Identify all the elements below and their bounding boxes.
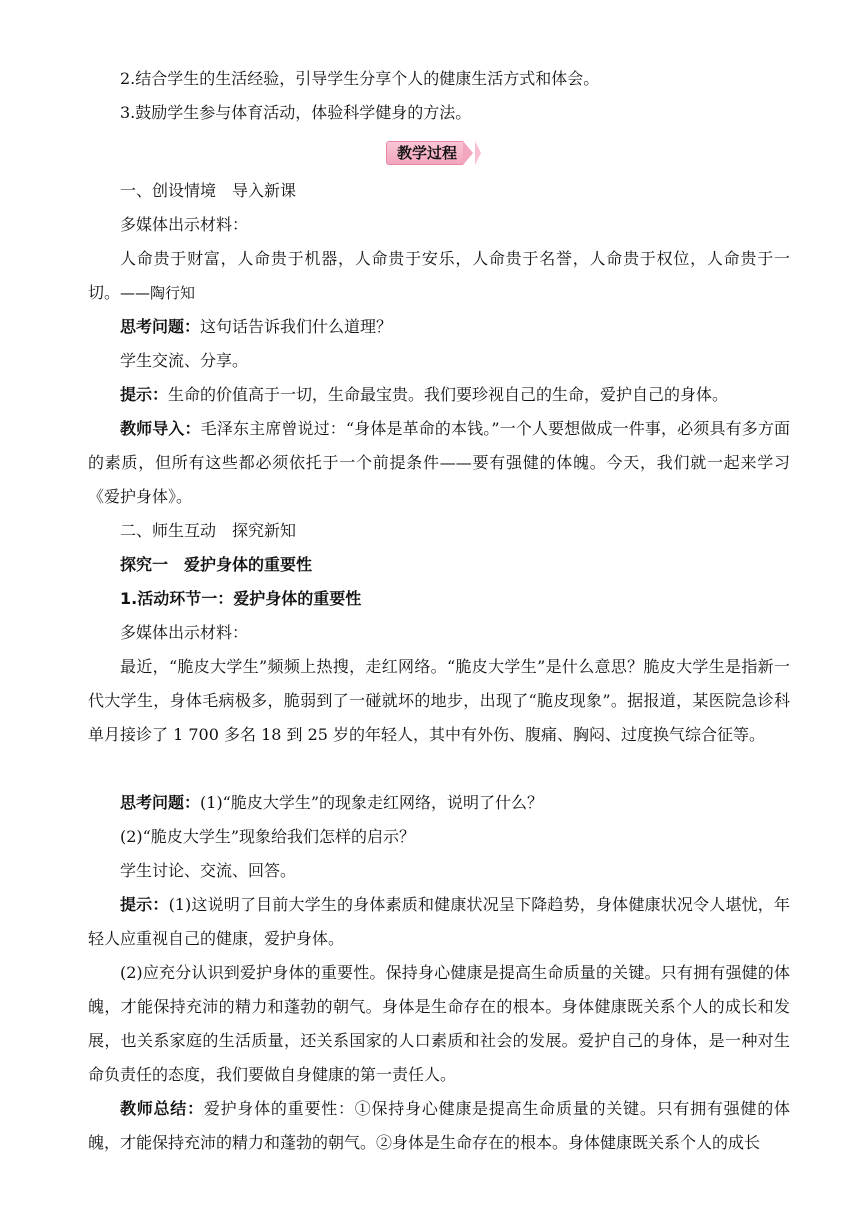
explore1-title: 探究一 爱护身体的重要性 xyxy=(120,555,313,574)
think-q1: (1)“脆皮大学生”的现象走红网络，说明了什么？ xyxy=(200,793,544,812)
hint-label: 提示： xyxy=(120,895,169,914)
part1-heading: 一、创设情境 导入新课 xyxy=(120,181,297,200)
part2-hint-2: (2)应充分认识到爱护身体的重要性。保持身心健康是提高生命质量的关键。只有拥有强健的体魄，才能保持充沛的精力和蓬勃的朝气。身体是生命存在的根本。身体健康既关系个人的成长和发展，也关系家庭的生活质量，还关系国家的人口素质和社会的发展。爱护自己的身体，是一种对生命负责任的态度，我们要做自身健康的第一责任人。 xyxy=(88,963,790,1084)
part2-media-label: 多媒体出示材料： xyxy=(120,623,249,642)
summary-text: 爱护身体的重要性：①保持身心健康是提高生命质量的关键。只有拥有强健的体魄，才能保持充沛的精力和蓬勃的朝气。②身体是生命存在的根本。身体健康既关系个人的成长 xyxy=(88,1099,790,1152)
part2-material: 最近，“脆皮大学生”频频上热搜，走红网络。“脆皮大学生”是什么意思？脆皮大学生是指新一代大学生，身体毛病极多，脆弱到了一碰就坏的地步，出现了“脆皮现象”。据报道，某医院急诊科单月接诊了 1 700 多名 18 到 25 岁的年轻人，其中有外伤、腹痛、胸闷、过度换气综合征等。 xyxy=(88,657,790,744)
activity1-title: 1.活动环节一：爱护身体的重要性 xyxy=(120,589,362,608)
section-badge xyxy=(386,140,481,166)
hint-label: 提示： xyxy=(120,385,169,404)
goal-2: 2.结合学生的生活经验，引导学生分享个人的健康生活方式和体会。 xyxy=(120,69,600,88)
part1-media-label: 多媒体出示材料： xyxy=(120,215,249,234)
part1-student: 学生交流、分享。 xyxy=(120,351,249,370)
badge-arrow-icon xyxy=(475,141,481,165)
part2-think-q1 xyxy=(88,786,790,820)
teacher-label: 教师导入： xyxy=(120,419,201,438)
section-badge-label: 教学过程 xyxy=(386,141,463,165)
teacher-text: 毛泽东主席曾说过：“身体是革命的本钱。”一个人要想做成一件事，必须具有多方面的素质，但所有这些都必须依托于一个前提条件——要有强健的体魄。今天，我们就一起来学习《爱护身体》。 xyxy=(88,419,790,506)
hint-1-text: (1)这说明了目前大学生的身体素质和健康状况呈下降趋势，身体健康状况令人堪忧，年轻人应重视自己的健康，爱护身体。 xyxy=(88,895,790,948)
part2-student: 学生讨论、交流、回答。 xyxy=(120,861,297,880)
part1-think xyxy=(88,310,790,344)
think-label: 思考问题： xyxy=(120,317,201,336)
goal-3: 3.鼓励学生参与体育活动，体验科学健身的方法。 xyxy=(120,103,472,122)
hint-text: 生命的价值高于一切，生命最宝贵。我们要珍视自己的生命，爱护自己的身体。 xyxy=(168,385,729,404)
summary-label: 教师总结： xyxy=(120,1099,204,1118)
part1-teacher xyxy=(88,412,790,514)
part2-hint-1 xyxy=(88,888,790,956)
part2-heading: 二、师生互动 探究新知 xyxy=(120,521,297,540)
part2-summary xyxy=(88,1092,790,1160)
quote-author: ——陶行知 xyxy=(120,284,196,302)
part1-quote xyxy=(88,242,790,310)
quote-text: 人命贵于财富，人命贵于机器，人命贵于安乐，人命贵于名誉，人命贵于权位，人命贵于一切。 xyxy=(88,249,790,302)
part1-hint xyxy=(88,378,790,412)
part2-think-q2: (2)“脆皮大学生”现象给我们怎样的启示？ xyxy=(120,827,416,846)
think-text: 这句话告诉我们什么道理？ xyxy=(200,317,393,336)
think-label: 思考问题： xyxy=(120,793,201,812)
badge-arrow-icon xyxy=(463,141,473,165)
